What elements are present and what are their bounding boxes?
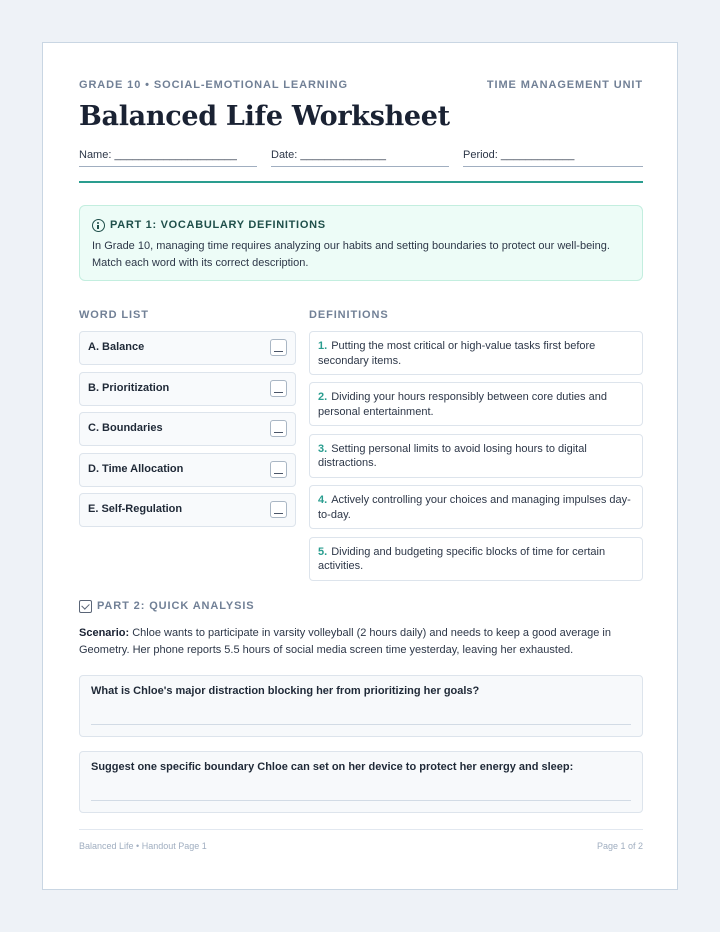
definition-number: 1.: [318, 340, 328, 352]
definition-text: Putting the most critical or high-value tasks first before secondary items.: [318, 340, 596, 367]
word-label: D. Time Allocation: [88, 462, 184, 475]
page-title: Balanced Life Worksheet: [79, 101, 450, 132]
header-kicker-row: [79, 79, 643, 93]
scenario-paragraph: [79, 625, 643, 659]
info-icon: [92, 219, 105, 232]
part1-callout: [79, 205, 643, 281]
scenario-text: Chloe wants to participate in varsity volleyball (2 hours daily) and needs to keep a good average in Geometry. Her phone reports 5.5 hours of social media screen time yesterday, leaving her exhausted.: [79, 627, 611, 656]
definitions-label: DEFINITIONS: [309, 309, 389, 321]
question-text: What is Chloe's major distraction blocking her from prioritizing her goals?: [91, 685, 480, 697]
answer-box[interactable]: [270, 420, 287, 437]
word-label: C. Boundaries: [88, 422, 163, 434]
definition-number: 3.: [318, 442, 328, 455]
page-content: [79, 43, 643, 889]
name-field[interactable]: Name: ____________________: [79, 147, 257, 167]
definition-number: 2.: [318, 391, 328, 404]
answer-line[interactable]: [91, 724, 631, 725]
worksheet-page: [42, 42, 678, 890]
answer-box[interactable]: [270, 380, 287, 397]
definition-item: [309, 537, 643, 581]
word-label: A. Balance: [88, 341, 145, 353]
word-label: B. Prioritization: [88, 381, 170, 394]
part2-title: PART 2: QUICK ANALYSIS: [97, 600, 255, 612]
definition-item: [309, 434, 643, 478]
word-label: E. Self-Regulation: [88, 503, 183, 515]
part1-instructions: In Grade 10, managing time requires analyzing our habits and setting boundaries to protect our well-being. Match each word with its correct description.: [92, 240, 610, 269]
page-number: Page 1 of 2: [596, 841, 643, 851]
definition-text: Setting personal limits to avoid losing hours to digital distractions.: [318, 442, 587, 470]
definition-text: Actively controlling your choices and managing impulses day-to-day.: [318, 494, 631, 521]
definition-text: Dividing your hours responsibly between core duties and personal entertainment.: [318, 391, 607, 418]
definition-text: Dividing and budgeting specific blocks of time for certain activities.: [318, 545, 606, 573]
footer-divider: [79, 829, 643, 830]
question-box-1: [79, 675, 643, 737]
definition-number: 4.: [318, 494, 328, 507]
part1-heading: [92, 218, 630, 232]
part2-heading: [79, 599, 255, 613]
definition-item: [309, 485, 643, 529]
word-item-boundaries: [79, 412, 296, 446]
period-field[interactable]: Period: ____________: [463, 147, 643, 167]
word-item-time-allocation: [79, 453, 296, 487]
word-item-prioritization: [79, 372, 296, 406]
checkbox-icon: [79, 600, 92, 613]
footer-left-text: Balanced Life • Handout Page 1: [79, 841, 207, 851]
answer-box[interactable]: [270, 339, 287, 356]
word-item-balance: [79, 331, 296, 365]
unit-label: TIME MANAGEMENT UNIT: [486, 79, 643, 91]
header-divider: [79, 181, 643, 183]
question-box-2: [79, 751, 643, 813]
answer-box[interactable]: [270, 501, 287, 518]
word-item-self-regulation: [79, 493, 296, 527]
answer-box[interactable]: [270, 461, 287, 478]
date-field[interactable]: Date: ______________: [271, 147, 449, 167]
definition-item: [309, 382, 643, 426]
question-text: Suggest one specific boundary Chloe can set on her device to protect her energy and sleep:: [91, 761, 574, 773]
part1-title: PART 1: VOCABULARY DEFINITIONS: [110, 219, 326, 231]
word-list-label: WORD LIST: [79, 309, 149, 321]
answer-line[interactable]: [91, 800, 631, 801]
course-label: GRADE 10 • SOCIAL-EMOTIONAL LEARNING: [79, 79, 348, 91]
definition-list: [309, 331, 643, 588]
student-info-fields: [79, 147, 643, 167]
word-list: [79, 331, 296, 534]
scenario-label: Scenario:: [79, 627, 130, 639]
definition-number: 5.: [318, 545, 328, 558]
definition-item: [309, 331, 643, 375]
